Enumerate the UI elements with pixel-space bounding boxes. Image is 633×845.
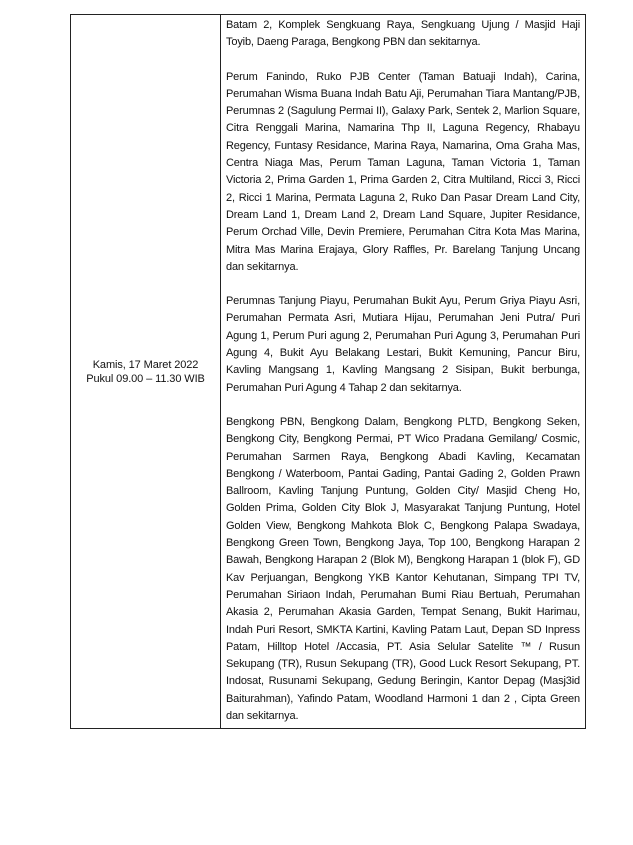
area-paragraph: Perum Fanindo, Ruko PJB Center (Taman Batuaji Indah), Carina, Perumahan Wisma Buana Indah Batu Aji, Perumahan Tiara Mantang/PJB, Perumnas 2 (Sagulung Permai II), Galaxy Park, Sentek 2, Marlion Square, Citra Renggali Marina, Namarina Thp II, Laguna Regency, Rhabayu Regency, Funtasy Residance, Marina Raya, Namarina, Oma Graha Mas, Centra Niaga Mas, Perum Taman Laguna, Taman Victoria 1, Taman Victoria 2, Prima Garden 1, Prima Garden 2, Citra Multiland, Ricci 3, Ricci 2, Ricci 1 Marina, Permata Laguna 2, Ruko Dan Pasar Dream Land City, Dream Land 1, Dream Land 2, Dream Land Square, Jupiter Residance, Perum Orchad Ville, Devin Premiere, Perumahan Citra Kota Mas Marina, Mitra Mas Marina Erajaya, Glory Raffles, Pr. Barelang Tanjung Uncang dan sekitarnya.: [226, 70, 580, 273]
table-row: [71, 15, 586, 729]
schedule-time: Pukul 09.00 – 11.30 WIB: [86, 372, 205, 385]
schedule-date: Kamis, 17 Maret 2022: [92, 358, 199, 371]
date-time-cell: [71, 15, 221, 729]
area-paragraph: Batam 2, Komplek Sengkuang Raya, Sengkuang Ujung / Masjid Haji Toyib, Daeng Paraga, Bengkong PBN dan sekitarnya.: [226, 19, 580, 49]
area-paragraph: Perumnas Tanjung Piayu, Perumahan Bukit Ayu, Perum Griya Piayu Asri, Perumahan Permata Asri, Mutiara Hijau, Perumahan Jeni Putra/ Puri Agung 1, Perum Puri agung 2, Perumahan Puri Agung 3, Perumahan Puri Agung 4, Bukit Ayu Belakang Lestari, Bukit Kemuning, Pancur Biru, Kavling Mangsang 1, Kavling Mangsang 2 Sisipan, Bukit berbunga, Perumahan Puri Agung 4 Tahap 2 dan sekitarnya.: [226, 295, 580, 394]
area-paragraph: Bengkong PBN, Bengkong Dalam, Bengkong PLTD, Bengkong Seken, Bengkong City, Bengkong Permai, PT Wico Pradana Gemilang/ Cosmic, Perumahan Sarmen Raya, Bengkong Abadi Kavling, Kecamatan Bengkong / Waterboom, Pantai Gading, Pantai Gading 2, Golden Prawn Ballroom, Kavling Tanjung Puntung, Golden City/ Masjid Cheng Ho, Golden Prima, Golden City Blok J, Masyarakat Tanjung Puntung, Hotel Golden View, Bengkong Mahkota Blok C, Bengkong Palapa Swadaya, Bengkong Green Town, Bengkong Jaya, Top 100, Bengkong Harapan 2 Bawah, Bengkong Harapan 2 (Blok M), Bengkong Harapan 1 (blok F), GD Kav Perjuangan, Bengkong YKB Kantor Kehutanan, Simpang TPI TV, Perumahan Siriaon Indah, Perumahan Bumi Riau Bertuah, Perumahan Akasia 2, Perumahan Akasia Garden, Tempat Senang, Bukit Harimau, Indah Puri Resort, SMKTA Kartini, Kavling Patam Laut, Depan SD Inpress Patam, Hilltop Hotel /Accasia, PT. Asia Selular Satelite ™ / Rusun Sekupang (TR), Rusun Sekupang (TR), Good Luck Resort Sekupang, PT. Indosat, Rusunami Sekupang, Gedung Beringin, Kantor Depag (Masj3id Baiturahman), Yafindo Patam, Woodland Harmoni 1 dan 2 , Cipta Green dan sekitarnya.: [226, 415, 580, 722]
outage-schedule-table: [70, 14, 586, 729]
affected-areas-cell: [221, 15, 586, 729]
